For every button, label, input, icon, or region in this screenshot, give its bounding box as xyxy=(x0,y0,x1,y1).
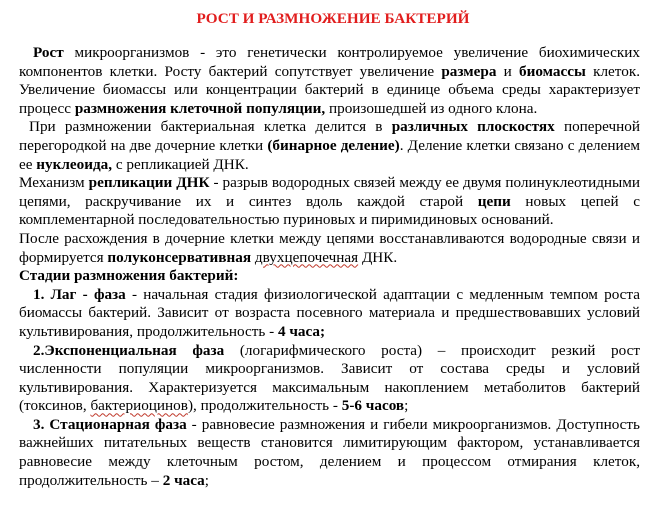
text-run: Механизм xyxy=(19,174,89,192)
bold-term: 2.Экспоненциальная фаза xyxy=(33,341,225,359)
stage-lag xyxy=(19,286,640,342)
text-run: . Деление клетки связано с делением ее xyxy=(19,136,640,173)
bold-term: 5-6 часов xyxy=(341,397,405,415)
bold-term: 3. Стационарная фаза xyxy=(33,415,187,433)
bold-term: (бинарное деление) xyxy=(267,136,400,154)
stage-exponential xyxy=(19,342,640,416)
paragraph-semiconservative xyxy=(19,230,640,267)
paragraph-growth xyxy=(19,44,640,118)
text-run: - равновесие размножения и гибели микроорганизмов. Доступность важнейших питательных веществ становится лимитирующим фактором, устанавливается равновесие между клеточным ростом, делением и процессом отмирания клеток, продолжительность – xyxy=(19,415,640,489)
section-heading: Стадии размножения бактерий: xyxy=(19,267,239,285)
spellcheck-word: бактериоцинов xyxy=(90,397,188,415)
text-run: микроорганизмов - это генетически контролируемое увеличение биохимических компонентов клетки. Росту бактерий сопутствует увеличение xyxy=(19,44,640,80)
text-run: - начальная стадия физиологической адаптации с медленным темпом роста биомассы бактерий. Зависит от возраста посевного материала и предшествовавших условий культивирования, продолжительность - xyxy=(19,285,640,340)
text-run: ), продолжительность - xyxy=(187,397,342,415)
page-title: РОСТ И РАЗМНОЖЕНИЕ БАКТЕРИЙ xyxy=(196,10,470,27)
paragraph-replication xyxy=(19,174,640,230)
text-run: поперечной перегородкой на две дочерние клетки xyxy=(19,118,640,154)
bold-term: размножения клеточной популяции, xyxy=(74,99,326,117)
bold-term: репликации ДНК xyxy=(88,174,210,192)
text-run: - разрыв водородных связей между ее двумя полинуклеотидными цепями, раскручивание их и синтез вдоль каждой старой xyxy=(19,174,640,210)
stage-stationary xyxy=(19,416,640,490)
text-run: ; xyxy=(204,471,209,489)
spellcheck-word: двухцепочечная xyxy=(254,248,359,266)
text-run: с репликацией ДНК. xyxy=(112,155,249,173)
bold-term: 2 часа xyxy=(162,471,205,489)
bold-term: размера xyxy=(441,62,497,80)
text-run: произошедшей из одного клона. xyxy=(325,99,538,117)
bold-term: нуклеоида, xyxy=(36,155,113,173)
bold-term: биомассы xyxy=(519,62,586,80)
document-body xyxy=(19,44,640,490)
text-run: (логарифмического роста) – происходит резкий рост численности популяции микроорганизмов. Зависит от состава среды и условий культивирования. Характеризуется максимальным накоплением метаболитов бактерий (токсинов, xyxy=(19,341,640,415)
text-run: После расхождения в дочерние клетки между цепями восстанавливаются водородные связи и формируется xyxy=(19,229,640,266)
text-run: новых цепей с комплементарной последовательностью пуриновых и пиримидиновых оснований. xyxy=(19,192,640,229)
bold-term: полуконсервативная xyxy=(107,248,252,266)
bold-term: различных плоскостях xyxy=(391,118,555,136)
bold-term: 4 часа; xyxy=(277,322,326,340)
text-run: и xyxy=(496,62,520,80)
paragraph-division xyxy=(19,118,640,174)
bold-term: Рост xyxy=(33,44,64,61)
text-run: клеток. Увеличение биомассы или концентрации бактерий в единице объема среды характеризует процесс xyxy=(19,62,640,117)
bold-term: цепи xyxy=(477,192,511,210)
text-run: ; xyxy=(404,397,409,415)
bold-term: 1. Лаг - фаза xyxy=(33,285,126,303)
text-run: ДНК. xyxy=(358,248,398,266)
text-run: При размножении бактериальная клетка делится в xyxy=(29,118,392,136)
